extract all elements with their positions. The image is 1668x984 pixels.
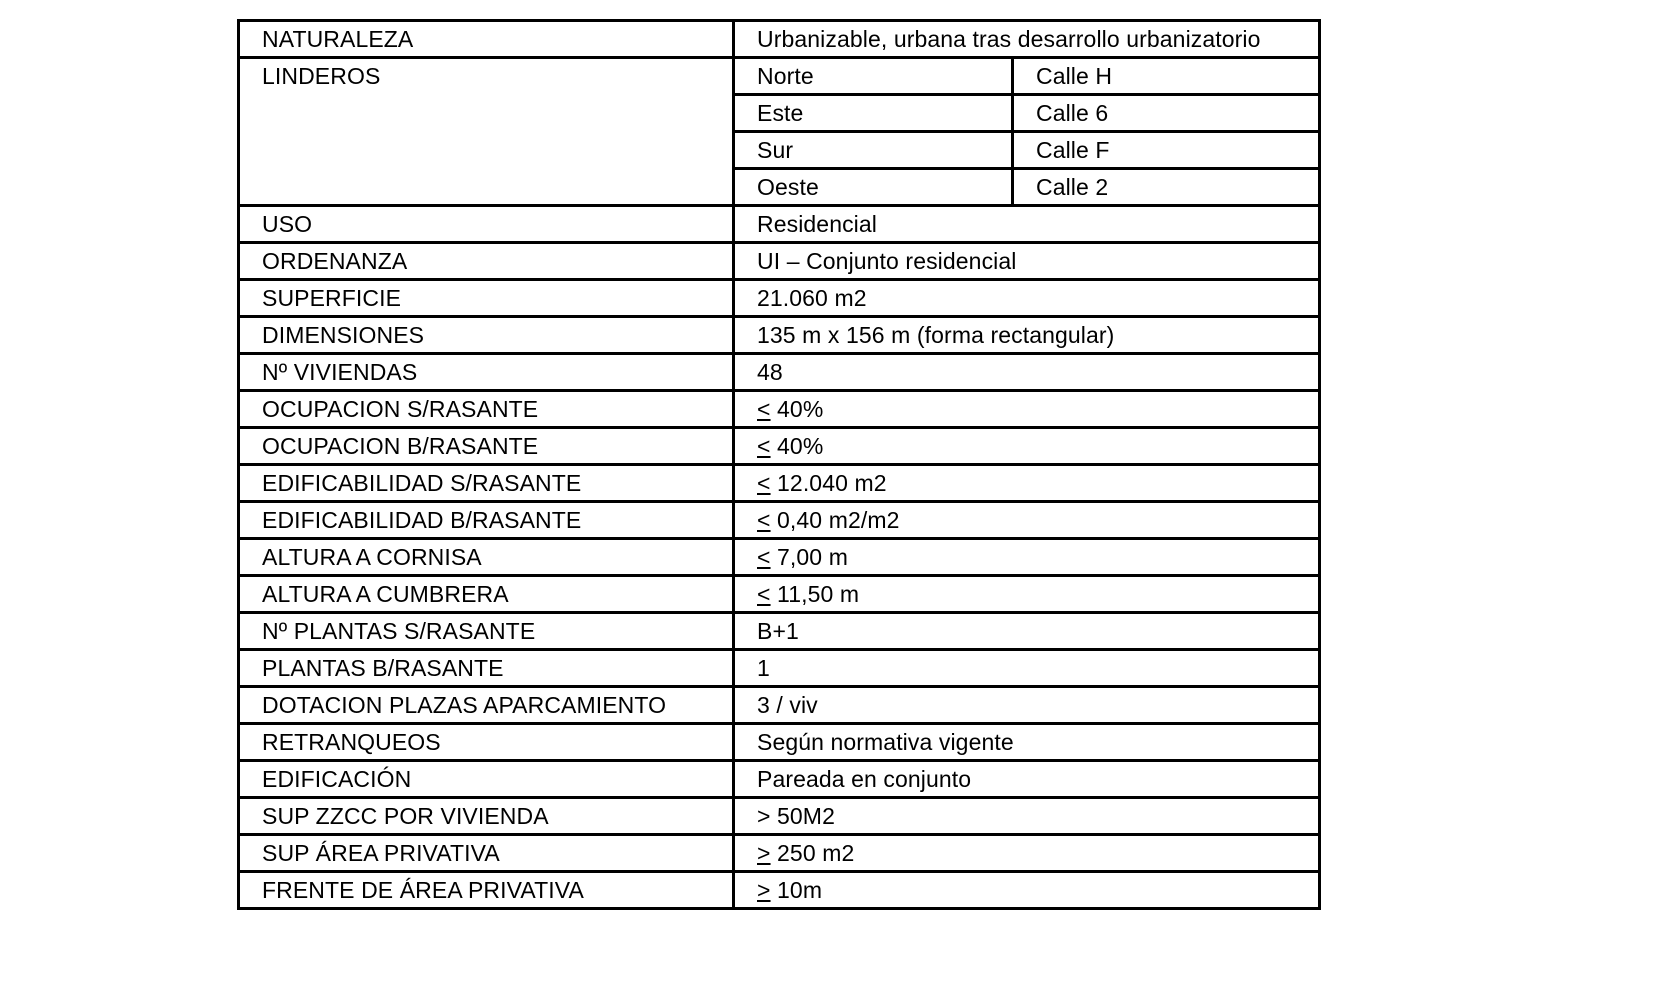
row-value bbox=[734, 391, 1320, 428]
row-value bbox=[734, 465, 1320, 502]
row-label: NATURALEZA bbox=[239, 21, 734, 58]
row-label: EDIFICABILIDAD B/RASANTE bbox=[239, 502, 734, 539]
table-row bbox=[239, 724, 1320, 761]
table-row bbox=[239, 872, 1320, 909]
table-row bbox=[239, 58, 1320, 95]
row-label: Nº VIVIENDAS bbox=[239, 354, 734, 391]
row-value bbox=[734, 539, 1320, 576]
lindero-street: Calle 6 bbox=[1013, 95, 1320, 132]
table-row bbox=[239, 317, 1320, 354]
lindero-direction: Oeste bbox=[734, 169, 1013, 206]
row-label: ORDENANZA bbox=[239, 243, 734, 280]
lindero-street: Calle H bbox=[1013, 58, 1320, 95]
ficha-urbanistica-table bbox=[237, 19, 1321, 910]
table-row bbox=[239, 539, 1320, 576]
less-equal-symbol: < bbox=[757, 544, 771, 570]
less-equal-symbol: < bbox=[757, 396, 771, 422]
lindero-direction: Este bbox=[734, 95, 1013, 132]
table-row bbox=[239, 391, 1320, 428]
row-value bbox=[734, 502, 1320, 539]
value-text: 0,40 m2/m2 bbox=[770, 507, 900, 533]
less-equal-symbol: < bbox=[757, 470, 771, 496]
row-label: ALTURA A CUMBRERA bbox=[239, 576, 734, 613]
table-row bbox=[239, 354, 1320, 391]
row-value: 3 / viv bbox=[734, 687, 1320, 724]
less-equal-symbol: < bbox=[757, 507, 771, 533]
row-label: OCUPACION S/RASANTE bbox=[239, 391, 734, 428]
value-text: 40% bbox=[770, 433, 824, 459]
table-row bbox=[239, 687, 1320, 724]
row-label: EDIFICACIÓN bbox=[239, 761, 734, 798]
table-row bbox=[239, 502, 1320, 539]
row-label: ALTURA A CORNISA bbox=[239, 539, 734, 576]
lindero-street: Calle F bbox=[1013, 132, 1320, 169]
row-label: OCUPACION B/RASANTE bbox=[239, 428, 734, 465]
row-value: UI – Conjunto residencial bbox=[734, 243, 1320, 280]
row-value: 21.060 m2 bbox=[734, 280, 1320, 317]
row-label: FRENTE DE ÁREA PRIVATIVA bbox=[239, 872, 734, 909]
row-value bbox=[734, 872, 1320, 909]
value-text: 12.040 m2 bbox=[770, 470, 887, 496]
greater-equal-symbol: > bbox=[757, 877, 771, 903]
row-label: SUPERFICIE bbox=[239, 280, 734, 317]
row-label: USO bbox=[239, 206, 734, 243]
row-value bbox=[734, 835, 1320, 872]
linderos-label: LINDEROS bbox=[239, 58, 734, 206]
table-row bbox=[239, 613, 1320, 650]
value-text: 250 m2 bbox=[770, 840, 855, 866]
row-value: 135 m x 156 m (forma rectangular) bbox=[734, 317, 1320, 354]
lindero-direction: Sur bbox=[734, 132, 1013, 169]
greater-equal-symbol: > bbox=[757, 840, 771, 866]
lindero-street: Calle 2 bbox=[1013, 169, 1320, 206]
table-row bbox=[239, 428, 1320, 465]
less-equal-symbol: < bbox=[757, 433, 771, 459]
table-row bbox=[239, 243, 1320, 280]
row-value: Según normativa vigente bbox=[734, 724, 1320, 761]
row-value bbox=[734, 576, 1320, 613]
table-row bbox=[239, 761, 1320, 798]
row-label: PLANTAS B/RASANTE bbox=[239, 650, 734, 687]
table-row bbox=[239, 21, 1320, 58]
table-row bbox=[239, 835, 1320, 872]
row-value: 48 bbox=[734, 354, 1320, 391]
value-text: 7,00 m bbox=[770, 544, 848, 570]
row-value: Urbanizable, urbana tras desarrollo urbanizatorio bbox=[734, 21, 1320, 58]
row-value: Residencial bbox=[734, 206, 1320, 243]
row-value: B+1 bbox=[734, 613, 1320, 650]
value-text: 10m bbox=[770, 877, 823, 903]
row-label: DOTACION PLAZAS APARCAMIENTO bbox=[239, 687, 734, 724]
row-value: 1 bbox=[734, 650, 1320, 687]
value-text: 40% bbox=[770, 396, 824, 422]
table-row bbox=[239, 280, 1320, 317]
row-label: EDIFICABILIDAD S/RASANTE bbox=[239, 465, 734, 502]
row-value bbox=[734, 428, 1320, 465]
row-value: > 50M2 bbox=[734, 798, 1320, 835]
table-row bbox=[239, 206, 1320, 243]
table-row bbox=[239, 798, 1320, 835]
lindero-direction: Norte bbox=[734, 58, 1013, 95]
row-label: Nº PLANTAS S/RASANTE bbox=[239, 613, 734, 650]
row-label: DIMENSIONES bbox=[239, 317, 734, 354]
value-text: 11,50 m bbox=[770, 581, 860, 607]
table-row bbox=[239, 650, 1320, 687]
table-row bbox=[239, 576, 1320, 613]
row-value: Pareada en conjunto bbox=[734, 761, 1320, 798]
row-label: SUP ÁREA PRIVATIVA bbox=[239, 835, 734, 872]
less-equal-symbol: < bbox=[757, 581, 771, 607]
row-label: RETRANQUEOS bbox=[239, 724, 734, 761]
row-label: SUP ZZCC POR VIVIENDA bbox=[239, 798, 734, 835]
table-row bbox=[239, 465, 1320, 502]
